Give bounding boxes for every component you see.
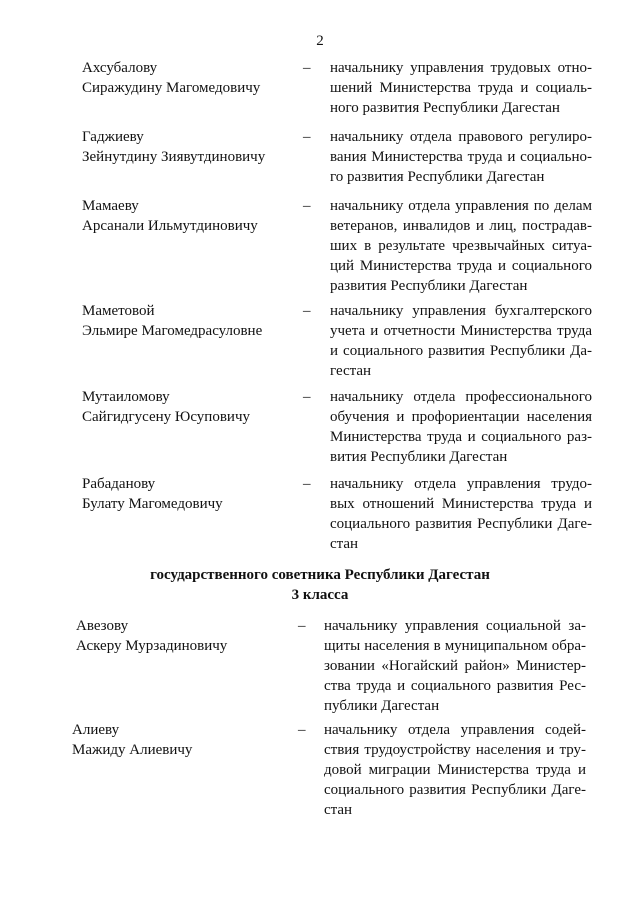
position-line: ствия трудоустройству населения и тру- bbox=[324, 742, 586, 758]
recipient-name bbox=[82, 196, 292, 236]
position-line: начальнику управления трудовых отно- bbox=[330, 60, 592, 76]
dash-separator: – bbox=[298, 722, 306, 738]
position-line: ших в результате чрезвычайных ситуа- bbox=[330, 238, 592, 254]
recipient-position bbox=[330, 127, 592, 187]
position-line: ного развития Республики Дагестан bbox=[330, 100, 560, 116]
position-line: начальнику управления социальной за- bbox=[324, 618, 586, 634]
position-line: ства труда и социального развития Рес- bbox=[324, 678, 586, 694]
name-line: Маметовой bbox=[82, 303, 155, 319]
name-line: Рабаданову bbox=[82, 476, 156, 492]
dash-separator: – bbox=[303, 303, 311, 319]
recipient-position bbox=[330, 301, 592, 381]
position-line: начальнику управления бухгалтерского bbox=[330, 303, 592, 319]
position-line: гестан bbox=[330, 363, 372, 379]
recipient-position bbox=[324, 720, 586, 820]
name-line: Аскеру Мурзадиновичу bbox=[76, 638, 228, 654]
position-line: развития Республики Дагестан bbox=[330, 278, 528, 294]
recipient-position bbox=[330, 58, 592, 118]
position-line: щиты населения в муниципальном обра- bbox=[324, 638, 586, 654]
name-line: Эльмире Магомедрасуловне bbox=[82, 323, 263, 339]
recipient-name bbox=[82, 127, 292, 167]
dash-separator: – bbox=[303, 389, 311, 405]
name-line: Мутаиломову bbox=[82, 389, 170, 405]
position-line: Министерства труда и социального раз- bbox=[330, 429, 592, 445]
position-line: начальнику отдела управления трудо- bbox=[330, 476, 592, 492]
name-line: Булату Магомедовичу bbox=[82, 496, 223, 512]
position-line: ций Министерства труда и социального bbox=[330, 258, 592, 274]
section-heading-line: 3 класса bbox=[291, 587, 349, 603]
position-line: социального развития Республики Даге- bbox=[324, 782, 586, 798]
position-line: начальнику отдела управления по делам bbox=[330, 198, 592, 214]
name-line: Сайгидгусену Юсуповичу bbox=[82, 409, 250, 425]
recipient-name bbox=[82, 301, 292, 341]
dash-separator: – bbox=[303, 60, 311, 76]
name-line: Ахсубалову bbox=[82, 60, 158, 76]
position-line: вания Министерства труда и социально- bbox=[330, 149, 592, 165]
recipient-name bbox=[82, 58, 292, 98]
dash-separator: – bbox=[298, 618, 306, 634]
recipient-position bbox=[324, 616, 586, 716]
position-line: вития Республики Дагестан bbox=[330, 449, 508, 465]
name-line: Зейнутдину Зиявутдиновичу bbox=[82, 149, 266, 165]
position-line: начальнику отдела профессионального bbox=[330, 389, 592, 405]
name-line: Арсанали Ильмутдиновичу bbox=[82, 218, 258, 234]
recipient-name bbox=[72, 720, 282, 760]
position-line: публики Дагестан bbox=[324, 698, 440, 714]
name-line: Мажиду Алиевичу bbox=[72, 742, 193, 758]
section-heading-line: государственного советника Республики Дагестан bbox=[150, 567, 490, 583]
position-line: ветеранов, инвалидов и лиц, пострадав- bbox=[330, 218, 592, 234]
position-line: шений Министерства труда и социаль- bbox=[330, 80, 592, 96]
name-line: Мамаеву bbox=[82, 198, 139, 214]
position-line: зовании «Ногайский район» Министер- bbox=[324, 658, 586, 674]
name-line: Алиеву bbox=[72, 722, 120, 738]
position-line: обучения и профориентации населения bbox=[330, 409, 592, 425]
recipient-position bbox=[330, 196, 592, 296]
recipient-position bbox=[330, 387, 592, 467]
position-line: довой миграции Министерства труда и bbox=[324, 762, 586, 778]
position-line: начальнику отдела правового регулиро- bbox=[330, 129, 592, 145]
recipient-name bbox=[82, 474, 292, 514]
position-line: стан bbox=[324, 802, 353, 818]
position-line: и социального развития Республики Да- bbox=[330, 343, 592, 359]
recipient-name bbox=[76, 616, 286, 656]
name-line: Гаджиеву bbox=[82, 129, 144, 145]
position-line: стан bbox=[330, 536, 359, 552]
position-line: вых отношений Министерства труда и bbox=[330, 496, 592, 512]
position-line: начальнику отдела управления содей- bbox=[324, 722, 586, 738]
dash-separator: – bbox=[303, 129, 311, 145]
name-line: Сиражудину Магомедовичу bbox=[82, 80, 261, 96]
dash-separator: – bbox=[303, 476, 311, 492]
recipient-name bbox=[82, 387, 292, 427]
dash-separator: – bbox=[303, 198, 311, 214]
page-number: 2 bbox=[316, 33, 324, 49]
name-line: Авезову bbox=[76, 618, 129, 634]
position-line: го развития Республики Дагестан bbox=[330, 169, 545, 185]
position-line: социального развития Республики Даге- bbox=[330, 516, 592, 532]
recipient-position bbox=[330, 474, 592, 554]
section-heading bbox=[0, 565, 640, 605]
position-line: учета и отчетности Министерства труда bbox=[330, 323, 592, 339]
